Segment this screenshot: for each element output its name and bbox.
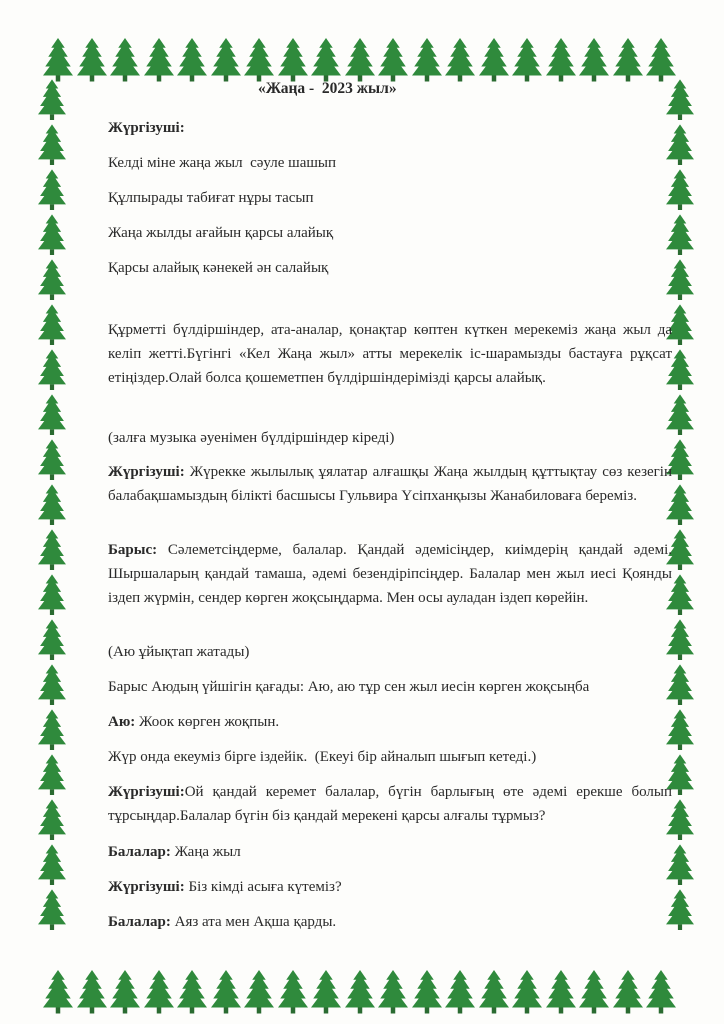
speech-text: Жүрекке жылылық ұялатар алғашқы Жаңа жылдың құттықтау сөз кезегін балабақшамыздың білікті басшысы Гульвира Үсіпханқызы Жанабиловаға береміз.: [108, 464, 672, 504]
speaker-label: Балалар:: [108, 844, 171, 860]
fir-tree-icon: [77, 36, 107, 82]
fir-tree-icon: [177, 968, 207, 1014]
host-question-line: [108, 875, 342, 899]
host-question-paragraph: [108, 780, 672, 828]
stage-direction-music: (залға музыка әуенімен бүлдіршіндер кіреді): [108, 430, 395, 446]
ayu-speech-line: [108, 710, 279, 734]
fir-tree-icon: [38, 888, 66, 930]
page-title: «Жаңа - 2023 жыл»: [258, 80, 397, 97]
fir-tree-icon: [38, 393, 66, 435]
fir-tree-icon: [378, 968, 408, 1014]
fir-tree-icon: [546, 968, 576, 1014]
poem-line-3: Жаңа жылды ағайын қарсы алайық: [108, 225, 334, 241]
speech-text: Біз кімді асыға күтеміз?: [184, 879, 342, 895]
speech-text: Ой қандай керемет балалар, бүгін барлығың өте әдемі ерекше болып тұрсыңдар.Балалар бүгін біз қандай мерекені қарсы алғалы тұрмыз?: [108, 784, 672, 824]
poem-line-1: Келді міне жаңа жыл сәуле шашып: [108, 155, 337, 171]
fir-tree-icon: [345, 968, 375, 1014]
fir-tree-icon: [77, 968, 107, 1014]
fir-tree-icon: [244, 968, 274, 1014]
fir-tree-icon: [38, 573, 66, 615]
speaker-label: Жүргізуші:: [108, 879, 185, 895]
fir-tree-icon: [110, 968, 140, 1014]
host-speech-paragraph: [108, 460, 672, 508]
fir-tree-icon: [38, 168, 66, 210]
speaker-label: Барыс:: [108, 542, 158, 558]
kids-answer-line-2: [108, 910, 336, 934]
fir-tree-icon: [512, 968, 542, 1014]
fir-tree-icon: [38, 258, 66, 300]
document-body: [108, 72, 682, 952]
speech-text: Аяз ата мен Ақша қарды.: [170, 914, 337, 930]
fir-tree-icon: [38, 708, 66, 750]
bars-together-line: Жүр онда екеуміз бірге іздейік. (Екеуі бір айналып шығып кетеді.): [108, 749, 537, 765]
speech-text: Жаңа жыл: [170, 844, 241, 860]
fir-tree-icon: [613, 968, 643, 1014]
speaker-label: Аю:: [108, 714, 136, 730]
fir-tree-icon: [311, 968, 341, 1014]
fir-tree-icon: [38, 78, 66, 120]
fir-tree-icon: [43, 36, 73, 82]
fir-tree-icon: [43, 968, 73, 1014]
fir-tree-icon: [38, 123, 66, 165]
fir-tree-icon: [579, 968, 609, 1014]
fir-tree-icon: [38, 843, 66, 885]
fir-tree-icon: [38, 348, 66, 390]
speech-text: Жоок көрген жоқпын.: [135, 714, 280, 730]
fir-tree-icon: [38, 483, 66, 525]
fir-tree-icon: [211, 968, 241, 1014]
fir-tree-icon: [38, 798, 66, 840]
fir-tree-icon: [278, 968, 308, 1014]
fir-tree-icon: [479, 968, 509, 1014]
poem-line-2: Құлпырады табиғат нұры тасып: [108, 190, 314, 206]
fir-tree-icon: [646, 968, 676, 1014]
host-label: Жүргізуші:: [108, 120, 185, 136]
fir-tree-icon: [38, 528, 66, 570]
speaker-label: Жүргізуші:: [108, 464, 185, 480]
kids-answer-line-1: [108, 840, 241, 864]
fir-tree-icon: [38, 618, 66, 660]
fir-tree-icon: [38, 663, 66, 705]
fir-tree-icon: [38, 753, 66, 795]
fir-tree-icon: [412, 968, 442, 1014]
fir-tree-icon: [38, 303, 66, 345]
intro-paragraph: Құрметті бүлдіршіндер, ата-аналар, қонақтар көптен күткен мерекеміз жаңа жыл да келіп жетті.Бүгінгі «Кел Жаңа жыл» атты мерекелік іс-шарамызды бастауға рұқсат етіңіздер.Олай болса қошеметпен бүлдіршіндерімізді қарсы алайық.: [108, 322, 672, 386]
fir-tree-icon: [445, 968, 475, 1014]
bars-speech-paragraph: [108, 538, 672, 610]
stage-direction-bear: (Аю ұйықтап жатады): [108, 644, 250, 660]
fir-tree-icon: [144, 968, 174, 1014]
speaker-label: Балалар:: [108, 914, 171, 930]
fir-tree-icon: [38, 213, 66, 255]
speech-text: Сәлеметсіңдерме, балалар. Қандай әдемісіңдер, киімдерің қандай әдемі. Шыршаларың қандай тамаша, әдемі безендіріпсіңдер. Балалар мен жыл иесі Қоянды іздеп жүрмін, сендер көрген жоқсыңдарма. Мен осы ауладан іздеп көрейін.: [108, 542, 672, 606]
fir-tree-icon: [38, 438, 66, 480]
bars-knock-line: Барыс Аюдың үйшігін қағады: Аю, аю тұр сен жыл иесін көрген жоқсыңба: [108, 679, 590, 695]
poem-line-4: Қарсы алайық кәнекей ән салайық: [108, 260, 329, 276]
speaker-label: Жүргізуші:: [108, 784, 185, 800]
